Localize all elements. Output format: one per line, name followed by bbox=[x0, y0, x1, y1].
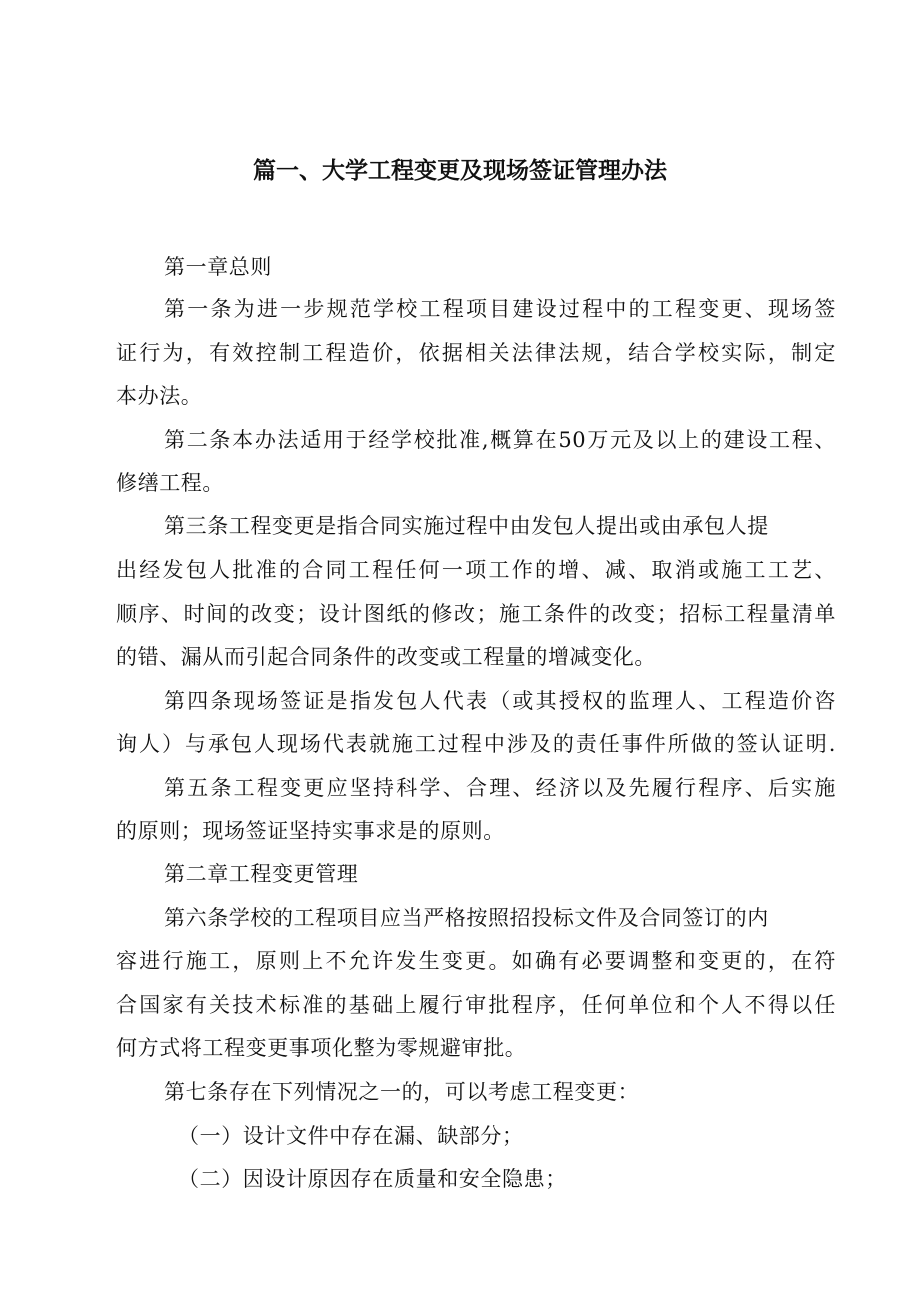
article-3-line-1: 第三条工程变更是指合同实施过程中由发包人提出或由承包人提 bbox=[164, 514, 769, 538]
article-2-line-2: 修缮工程。 bbox=[116, 471, 224, 495]
article-4-line-1: 第四条现场签证是指发包人代表（或其授权的监理人、工程造价咨 bbox=[164, 689, 836, 713]
document-title: 篇一、大学工程变更及现场签证管理办法 bbox=[253, 158, 667, 184]
article-1-line-2: 证行为，有效控制工程造价，依据相关法律法规，结合学校实际，制定 bbox=[116, 341, 836, 365]
article-1-line-3: 本办法。 bbox=[116, 384, 203, 408]
list-item-2: （二）因设计原因存在质量和安全隐患； bbox=[178, 1167, 567, 1191]
article-5-line-2: 的原则；现场签证坚持实事求是的原则。 bbox=[116, 819, 505, 843]
list-item-1: （一）设计文件中存在漏、缺部分； bbox=[178, 1124, 524, 1148]
article-6-line-4: 何方式将工程变更事项化整为零规避审批。 bbox=[116, 1036, 527, 1060]
article-5-line-1: 第五条工程变更应坚持科学、合理、经济以及先履行程序、后实施 bbox=[164, 776, 836, 800]
article-6-line-3: 合国家有关技术标准的基础上履行审批程序，任何单位和个人不得以任 bbox=[116, 993, 836, 1017]
chapter-1-heading: 第一章总则 bbox=[164, 255, 272, 279]
article-4-line-2: 询人）与承包人现场代表就施工过程中涉及的责任事件所做的签认证明. bbox=[116, 732, 836, 756]
chapter-2-heading: 第二章工程变更管理 bbox=[164, 862, 359, 886]
article-7-line-1: 第七条存在下列情况之一的，可以考虑工程变更： bbox=[164, 1080, 640, 1104]
article-1-line-1: 第一条为进一步规范学校工程项目建设过程中的工程变更、现场签 bbox=[164, 297, 836, 321]
article-6-line-2: 容进行施工，原则上不允许发生变更。如确有必要调整和变更的，在符 bbox=[116, 949, 836, 973]
article-2-line-1: 第二条本办法适用于经学校批准,概算在50万元及以上的建设工程、 bbox=[164, 428, 836, 452]
article-3-line-3: 顺序、时间的改变；设计图纸的修改；施工条件的改变；招标工程量清单 bbox=[116, 602, 836, 626]
article-3-line-2: 出经发包人批准的合同工程任何一项工作的增、减、取消或施工工艺、 bbox=[116, 558, 836, 582]
article-3-line-4: 的错、漏从而引起合同条件的改变或工程量的增减变化。 bbox=[116, 645, 656, 669]
article-6-line-1: 第六条学校的工程项目应当严格按照招投标文件及合同签订的内 bbox=[164, 906, 769, 930]
